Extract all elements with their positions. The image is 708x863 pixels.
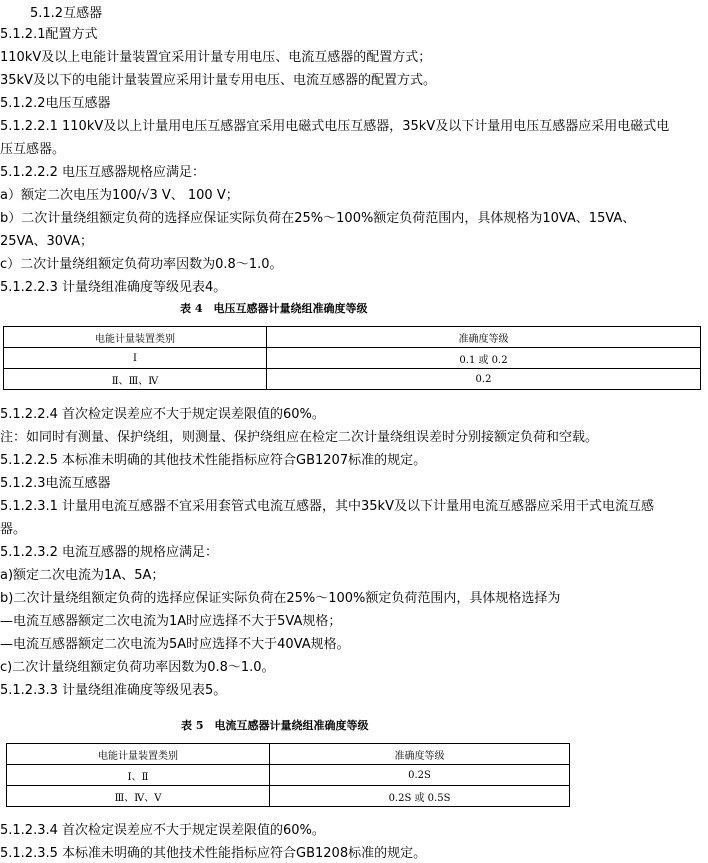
list-item: —电流互感器额定二次电流为1A时应选择不大于5VA规格； — [0, 614, 342, 629]
list-item: —电流互感器额定二次电流为5A时应选择不大于40VA规格。 — [0, 637, 350, 652]
table4 — [3, 326, 701, 390]
table-header-row — [4, 327, 701, 348]
paragraph: 5.1.2.3.1 计量用电流互感器不宜采用套管式电流互感器，其中35kV及以下计量用电流互感器应采用干式电流互感 — [0, 499, 654, 514]
paragraph: 压互感器。 — [0, 142, 66, 157]
paragraph: 5.1.2.3.2 电流互感器的规格应满足： — [0, 545, 219, 560]
list-item: b)二次计量绕组额定负荷的选择应保证实际负荷在25%～100%额定负荷范围内，具体规格选择为 — [0, 591, 561, 606]
table-cell: Ⅱ、Ⅲ、Ⅳ — [4, 369, 267, 390]
paragraph: 5.1.2.3.5 本标准未明确的其他技术性能指标应符合GB1208标准的规定。 — [0, 846, 427, 861]
table5-caption: 表 5 电流互感器计量绕组准确度等级 — [181, 719, 369, 732]
paragraph: 5.1.2.2.3 计量绕组准确度等级见表4。 — [0, 280, 227, 295]
table-row — [7, 765, 570, 786]
table-cell: 0.1 或 0.2 — [267, 348, 701, 369]
table-cell: Ⅰ、Ⅱ — [7, 765, 270, 786]
table-row — [4, 369, 701, 390]
paragraph: 5.1.2.3.4 首次检定误差应不大于规定误差限值的60%。 — [0, 823, 325, 838]
subsection-heading: 5.1.2.3电流互感器 — [0, 476, 111, 491]
table-cell: Ⅲ、Ⅳ、Ⅴ — [7, 786, 270, 807]
list-item: c）二次计量绕组额定负荷功率因数为0.8～1.0。 — [0, 257, 283, 272]
paragraph: 器。 — [0, 522, 27, 537]
table-cell: 0.2 — [267, 369, 701, 390]
paragraph: 5.1.2.2.2 电压互感器规格应满足： — [0, 165, 206, 180]
table-cell: 0.2S 或 0.5S — [270, 786, 570, 807]
section-heading: 5.1.2互感器 — [30, 6, 103, 21]
list-item: 25VA、30VA； — [0, 234, 93, 249]
paragraph: 5.1.2.3.3 计量绕组准确度等级见表5。 — [0, 683, 227, 698]
table-row — [7, 786, 570, 807]
table5 — [6, 743, 570, 807]
paragraph: 5.1.2.2.1 110kV及以上计量用电压互感器宜采用电磁式电压互感器，35kV及以下计量用电压互感器应采用电磁式电 — [0, 119, 670, 134]
paragraph: 35kV及以下的电能计量装置应采用计量专用电压、电流互感器的配置方式。 — [0, 73, 436, 88]
list-item: b）二次计量绕组额定负荷的选择应保证实际负荷在25%～100%额定负荷范围内，具体规格为10VA、15VA、 — [0, 211, 636, 226]
list-item: c)二次计量绕组额定负荷功率因数为0.8～1.0。 — [0, 660, 275, 675]
table-header-cell: 准确度等级 — [270, 744, 570, 765]
subsection-heading: 5.1.2.2电压互感器 — [0, 96, 111, 111]
paragraph: 5.1.2.2.4 首次检定误差应不大于规定误差限值的60%。 — [0, 407, 325, 422]
table-header-row — [7, 744, 570, 765]
table-row — [4, 348, 701, 369]
note: 注：如同时有测量、保护绕组，则测量、保护绕组应在检定二次计量绕组误差时分别接额定负荷和空载。 — [0, 430, 599, 445]
table4-caption: 表 4 电压互感器计量绕组准确度等级 — [180, 302, 368, 315]
list-item: a)额定二次电流为1A、5A； — [0, 568, 165, 583]
table-header-cell: 准确度等级 — [267, 327, 701, 348]
paragraph: 110kV及以上电能计量装置宜采用计量专用电压、电流互感器的配置方式； — [0, 50, 432, 65]
list-item: a）额定二次电压为100/√3 V、 100 V； — [0, 188, 239, 203]
subsection-heading: 5.1.2.1配置方式 — [0, 27, 98, 42]
table-cell: 0.2S — [270, 765, 570, 786]
table-header-cell: 电能计量装置类别 — [7, 744, 270, 765]
table-header-cell: 电能计量装置类别 — [4, 327, 267, 348]
paragraph: 5.1.2.2.5 本标准未明确的其他技术性能指标应符合GB1207标准的规定。 — [0, 453, 427, 468]
table-cell: Ⅰ — [4, 348, 267, 369]
